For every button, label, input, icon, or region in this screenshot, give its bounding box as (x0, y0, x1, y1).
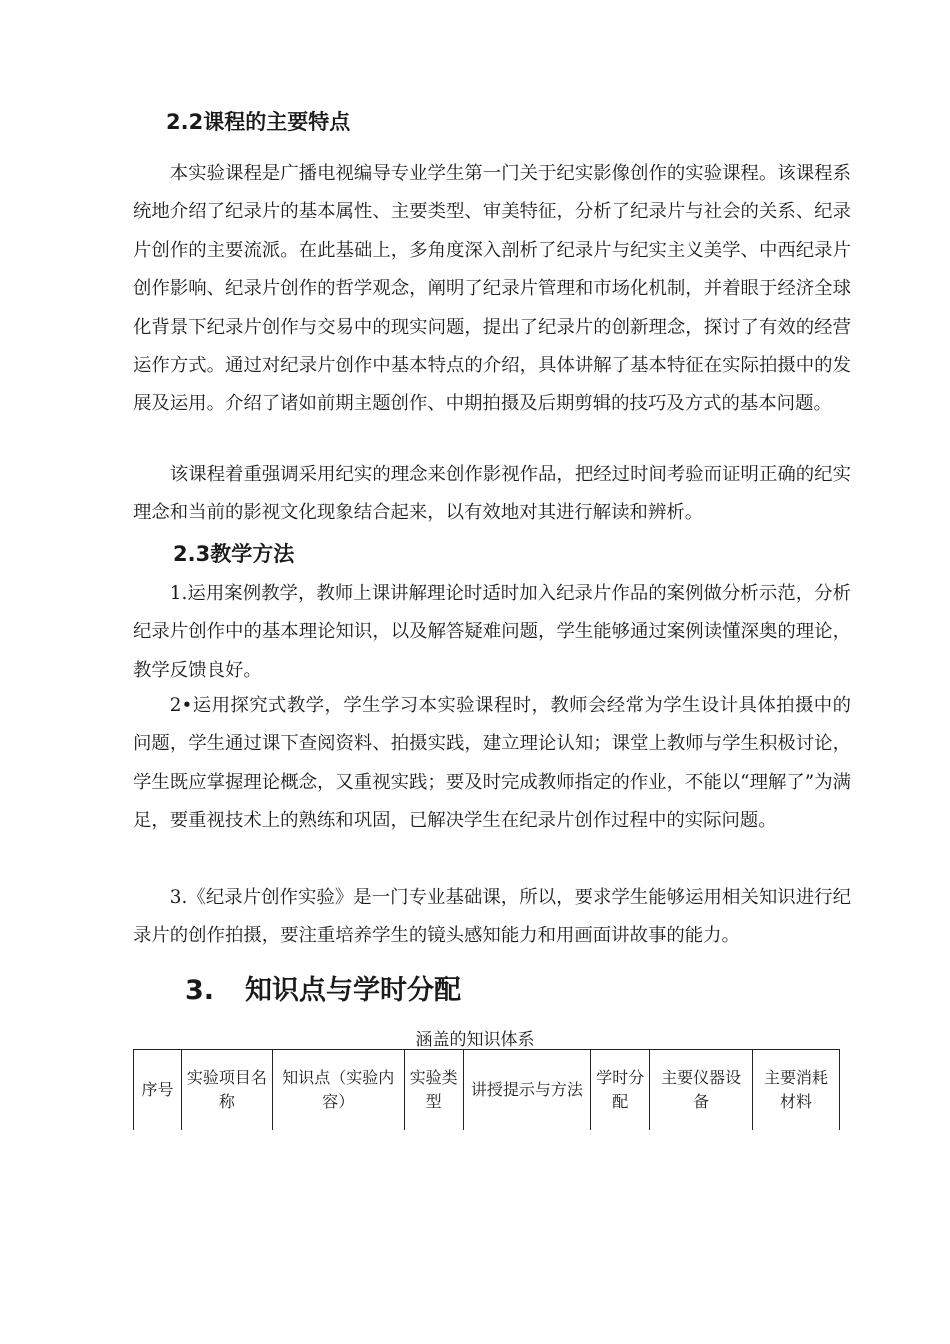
table-header-cell: 知识点（实验内容） (272, 1050, 404, 1131)
teaching-method-item-3: 3.《纪录片创作实验》是一门专业基础课，所以，要求学生能够运用相关知识进行纪录片的创作拍摄，要注重培养学生的镜头感知能力和用画面讲故事的能力。 (133, 887, 851, 947)
section-2-3-heading: 2.3教学方法 (173, 542, 295, 566)
table-caption: 涵盖的知识体系 (415, 1030, 535, 1050)
section-3-heading (185, 968, 461, 1007)
table-header-cell: 学时分配 (591, 1050, 650, 1131)
section-2-2-paragraph-2: 该课程着重强调采用纪实的理念来创作影视作品，把经过时间考验而证明正确的纪实理念和当前的影视文化现象结合起来，以有效地对其进行解读和辨析。 (133, 464, 851, 524)
table-header-cell: 序号 (134, 1050, 182, 1131)
table-header-cell: 实验项目名称 (181, 1050, 272, 1131)
teaching-method-item-1: 1.运用案例教学，教师上课讲解理论时适时加入纪录片作品的案例做分析示范，分析纪录片创作中的基本理论知识，以及解答疑难问题，学生能够通过案例读懂深奥的理论，教学反馈良好。 (133, 583, 851, 681)
table-header-cell: 实验类型 (404, 1050, 463, 1131)
knowledge-table (133, 1049, 840, 1130)
table-header-cell: 主要仪器设备 (650, 1050, 753, 1131)
table-header-cell: 主要消耗材料 (753, 1050, 840, 1131)
section-2-2-heading: 2.2课程的主要特点 (166, 110, 351, 134)
section-3-title: 知识点与学时分配 (245, 975, 461, 1006)
teaching-method-item-2: 2•运用探究式教学，学生学习本实验课程时，教师会经常为学生设计具体拍摄中的问题，学生通过课下查阅资料、拍摄实践，建立理论认知；课堂上教师与学生积极讨论，学生既应掌握理论概念，又重视实践；要及时完成教师指定的作业，不能以“理解了”为满足，要重视技术上的熟练和巩固，已解决学生在纪录片创作过程中的实际问题。 (133, 695, 851, 832)
section-2-2-paragraph-1: 本实验课程是广播电视编导专业学生第一门关于纪实影像创作的实验课程。该课程系统地介绍了纪录片的基本属性、主要类型、审美特征，分析了纪录片与社会的关系、纪录片创作的主要流派。在此基础上，多角度深入剖析了纪录片与纪实主义美学、中西纪录片创作影响、纪录片创作的哲学观念，阐明了纪录片管理和市场化机制，并着眼于经济全球化背景下纪录片创作与交易中的现实问题，提出了纪录片的创新理念，探讨了有效的经营运作方式。通过对纪录片创作中基本特点的介绍，具体讲解了基本特征在实际拍摄中的发展及运用。介绍了诸如前期主题创作、中期拍摄及后期剪辑的技巧及方式的基本问题。 (133, 163, 851, 415)
table-header-row (134, 1050, 840, 1131)
table-header-cell: 讲授提示与方法 (463, 1050, 591, 1131)
section-3-number: 3. (185, 975, 215, 1006)
